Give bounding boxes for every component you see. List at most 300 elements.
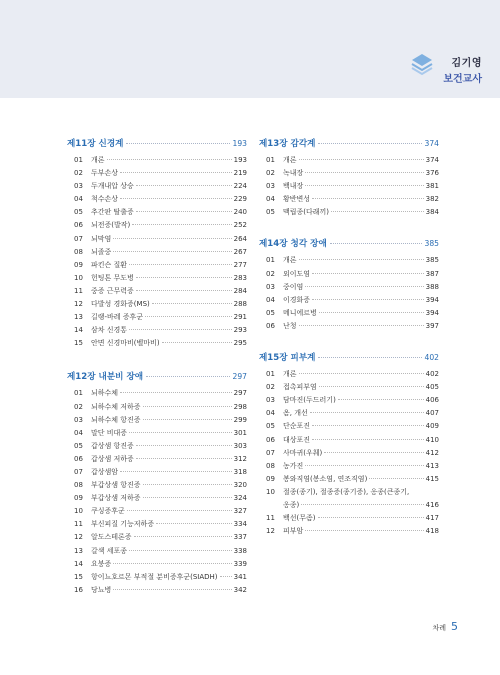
entry-page: 229 [233, 195, 247, 204]
toc-entry[interactable] [259, 435, 439, 448]
toc-entry[interactable] [67, 286, 247, 299]
leader-dots [120, 471, 232, 472]
entry-page: 412 [425, 448, 439, 457]
entry-number: 05 [74, 208, 83, 217]
leader-dots [318, 517, 424, 518]
leader-dots [136, 445, 232, 446]
chapter-title: 제14장 청각 장애 [259, 239, 327, 250]
entry-page: 324 [233, 494, 247, 503]
entry-page: 334 [233, 520, 247, 529]
leader-dots [299, 373, 424, 374]
entry-title: 알도스테론증 [91, 533, 132, 542]
leader-dots [299, 159, 424, 160]
entry-title: 피부암 [283, 527, 304, 536]
toc-entry[interactable] [67, 299, 247, 312]
entry-page: 387 [425, 269, 439, 278]
section-gap [259, 334, 439, 351]
entry-title: 당뇨병 [91, 585, 112, 594]
leader-dots [305, 465, 423, 466]
toc-entry[interactable] [259, 513, 439, 526]
entry-number: 02 [266, 169, 275, 178]
entry-page: 394 [425, 308, 439, 317]
entry-title: 갑상샘 저하증 [91, 454, 134, 463]
layered-diamond-logo-icon [410, 52, 434, 76]
toc-entry[interactable] [67, 402, 247, 415]
entry-title: 백선(무좀) [283, 513, 316, 522]
entry-number: 03 [74, 182, 83, 191]
entry-title: 외이도염 [283, 269, 311, 278]
entry-title-continued: 옹종) [283, 500, 300, 509]
chapter-heading[interactable] [259, 237, 439, 249]
entry-title: 옴, 개선 [283, 409, 308, 418]
entry-number: 05 [266, 308, 275, 317]
entry-number: 09 [266, 474, 275, 483]
brand [443, 54, 482, 85]
leader-dots [143, 484, 232, 485]
toc-entry[interactable] [259, 295, 439, 308]
entry-title: 황반변성 [283, 195, 311, 204]
chapter-heading[interactable] [259, 137, 439, 149]
toc-entry[interactable] [259, 155, 439, 168]
author-name: 김기영 [451, 58, 482, 69]
toc-entry[interactable] [67, 325, 247, 338]
entry-number: 06 [266, 321, 275, 330]
toc-entry[interactable] [67, 480, 247, 493]
leader-dots [143, 497, 232, 498]
entry-page: 406 [425, 396, 439, 405]
entry-number: 10 [74, 273, 83, 282]
toc-entry[interactable] [67, 454, 247, 467]
entry-page: 288 [233, 300, 247, 309]
entry-page: 293 [233, 326, 247, 335]
leader-dots [145, 316, 232, 317]
entry-page: 337 [233, 533, 247, 542]
entry-number: 12 [266, 527, 275, 536]
entry-page: 376 [425, 169, 439, 178]
entry-page: 303 [233, 441, 247, 450]
leader-dots [129, 329, 232, 330]
toc-entry[interactable] [67, 260, 247, 273]
leader-dots [156, 523, 232, 524]
page-number: 5 [451, 620, 458, 633]
entry-title: 말단 비대증 [91, 428, 128, 437]
entry-title: 난청 [283, 321, 297, 330]
entry-number: 02 [266, 383, 275, 392]
toc-entry[interactable] [259, 269, 439, 282]
leader-dots [136, 185, 232, 186]
leader-dots [120, 392, 232, 393]
leader-dots [113, 251, 231, 252]
entry-page: 397 [425, 321, 439, 330]
entry-number: 09 [74, 494, 83, 503]
entry-page: 342 [233, 585, 247, 594]
entry-page: 405 [425, 383, 439, 392]
leader-dots [312, 273, 424, 274]
toc-entry[interactable] [67, 559, 247, 572]
leader-dots [312, 198, 424, 199]
leader-dots [132, 224, 231, 225]
toc-entry[interactable] [67, 338, 247, 351]
section-gap [259, 220, 439, 237]
entry-title: 봉와직염(봉소염, 연조직염) [283, 474, 368, 483]
entry-page: 416 [425, 500, 439, 509]
chapter-page: 385 [424, 239, 439, 249]
toc-entry[interactable] [67, 181, 247, 194]
entry-page: 388 [425, 282, 439, 291]
entry-number: 06 [74, 221, 83, 230]
toc-entry[interactable] [67, 312, 247, 325]
entry-page: 384 [425, 208, 439, 217]
entry-number: 07 [74, 467, 83, 476]
entry-page: 219 [233, 169, 247, 178]
entry-number: 07 [266, 448, 275, 457]
toc-entry[interactable] [67, 585, 247, 598]
chapter-heading[interactable] [259, 351, 439, 363]
entry-page: 341 [233, 572, 247, 581]
leader-dots [136, 458, 232, 459]
entry-title: 뇌하수체 항진증 [91, 415, 141, 424]
toc-entry[interactable] [259, 526, 439, 539]
entry-number: 04 [74, 195, 83, 204]
leader-dots [143, 419, 232, 420]
entry-title: 두개내압 상승 [91, 182, 134, 191]
leader-dots [162, 342, 232, 343]
entry-page: 402 [425, 370, 439, 379]
leader-dots [305, 172, 423, 173]
entry-number: 04 [266, 409, 275, 418]
toc-entry[interactable] [67, 168, 247, 181]
entry-number: 10 [74, 507, 83, 516]
leader-dots [129, 264, 232, 265]
leader-dots [134, 536, 232, 537]
toc-entry[interactable] [67, 532, 247, 545]
entry-page: 240 [233, 208, 247, 217]
entry-number: 13 [74, 546, 83, 555]
toc-entry[interactable] [67, 247, 247, 260]
entry-number: 09 [74, 260, 83, 269]
entry-title: 맥립종(다래끼) [283, 208, 330, 217]
entry-number: 15 [74, 339, 83, 348]
leader-dots [152, 303, 232, 304]
entry-title: 개론 [283, 156, 297, 164]
entry-title: 뇌졸중 [91, 247, 112, 256]
leader-dots [136, 290, 232, 291]
chapter-title: 제15장 피부계 [259, 353, 316, 364]
entry-number: 03 [266, 182, 275, 191]
entry-page: 193 [233, 156, 247, 164]
toc-entry[interactable] [259, 369, 439, 382]
toc-entry[interactable] [67, 519, 247, 532]
leader-dots [312, 425, 424, 426]
entry-page: 264 [233, 234, 247, 243]
entry-title: 부신피질 기능저하증 [91, 520, 155, 529]
entry-title: 갈색 세포종 [91, 546, 128, 555]
entry-page: 410 [425, 435, 439, 444]
entry-title: 사마귀(우췌) [283, 448, 323, 457]
toc-entry[interactable] [259, 461, 439, 474]
toc-entry[interactable] [67, 207, 247, 220]
chapter-heading[interactable] [67, 370, 247, 382]
entry-number: 06 [74, 454, 83, 463]
leader-dots [107, 159, 232, 160]
leader-dots [318, 143, 421, 144]
entry-number: 01 [266, 256, 275, 265]
entry-number: 02 [74, 169, 83, 178]
toc-entry[interactable] [259, 382, 439, 395]
leader-dots [305, 286, 423, 287]
entry-page: 320 [233, 481, 247, 490]
toc-entry[interactable] [259, 181, 439, 194]
toc-entry[interactable] [259, 282, 439, 295]
leader-dots [299, 259, 424, 260]
entry-title: 뇌전증(발작) [91, 221, 131, 230]
toc-entry[interactable] [259, 487, 439, 500]
entry-title: 개론 [283, 256, 297, 265]
toc-entry[interactable] [259, 395, 439, 408]
leader-dots [136, 211, 232, 212]
leader-dots [146, 376, 229, 377]
entry-title: 백내장 [283, 182, 304, 191]
leader-dots [305, 530, 423, 531]
chapter-page: 193 [232, 139, 247, 148]
entry-title: 두부손상 [91, 169, 119, 178]
entry-number: 14 [74, 326, 83, 335]
toc-entry[interactable] [259, 421, 439, 434]
entry-title: 중이염 [283, 282, 304, 291]
entry-page: 413 [425, 461, 439, 470]
entry-title: 부갑상샘 항진증 [91, 481, 141, 490]
leader-dots [113, 563, 231, 564]
leader-dots [338, 399, 424, 400]
entry-title: 길랭-바레 증후군 [91, 313, 144, 322]
toc-entry[interactable] [67, 467, 247, 480]
leader-dots [310, 412, 424, 413]
entry-number: 08 [74, 247, 83, 256]
leader-dots [305, 185, 423, 186]
chapter-title: 제13장 감각계 [259, 139, 316, 149]
entry-page: 277 [233, 260, 247, 269]
entry-title: 녹내장 [283, 169, 304, 178]
entry-title: 요붕증 [91, 559, 112, 568]
leader-dots [129, 432, 232, 433]
header-band [0, 0, 500, 98]
entry-number: 03 [266, 396, 275, 405]
entry-number: 08 [266, 461, 275, 470]
entry-number: 04 [266, 195, 275, 204]
toc-entry[interactable] [67, 546, 247, 559]
entry-number: 16 [74, 585, 83, 594]
section-gap [67, 351, 247, 370]
toc-entry[interactable] [259, 474, 439, 487]
entry-number: 11 [74, 286, 83, 295]
entry-page: 338 [233, 546, 247, 555]
toc-entry[interactable] [259, 448, 439, 461]
entry-title: 안면 신경마비(벨마비) [91, 339, 160, 348]
entry-page: 374 [425, 156, 439, 164]
entry-number: 06 [266, 435, 275, 444]
entry-title: 파킨슨 질환 [91, 260, 128, 269]
entry-number: 11 [266, 513, 275, 522]
entry-number: 05 [266, 208, 275, 217]
toc-left-column [67, 137, 247, 598]
leader-dots [113, 589, 231, 590]
entry-page: 417 [425, 513, 439, 522]
leader-dots [301, 504, 423, 505]
entry-number: 13 [74, 313, 83, 322]
toc-entry[interactable] [259, 194, 439, 207]
footer-label: 차례 [432, 624, 446, 632]
entry-title: 부갑상샘 저하증 [91, 494, 141, 503]
entry-title: 뇌하수체 [91, 389, 119, 398]
entry-title: 농가진 [283, 461, 304, 470]
entry-title: 메니에르병 [283, 308, 317, 317]
toc-entry[interactable] [259, 321, 439, 334]
leader-dots [120, 198, 232, 199]
entry-number: 07 [74, 234, 83, 243]
leader-dots [129, 550, 232, 551]
toc-entry[interactable] [67, 220, 247, 233]
leader-dots [319, 386, 424, 387]
chapter-page: 297 [232, 372, 247, 382]
toc-entry[interactable] [259, 408, 439, 421]
entry-title: 이경화증 [283, 295, 311, 304]
entry-title: 단순포진 [283, 422, 311, 431]
entry-page: 385 [425, 256, 439, 265]
leader-dots [113, 238, 231, 239]
toc-entry[interactable] [259, 255, 439, 268]
entry-page: 301 [233, 428, 247, 437]
entry-number: 02 [266, 269, 275, 278]
entry-number: 12 [74, 300, 83, 309]
entry-page: 312 [233, 454, 247, 463]
toc-entry[interactable] [67, 273, 247, 286]
entry-page: 299 [233, 415, 247, 424]
entry-number: 15 [74, 572, 83, 581]
entry-number: 01 [74, 389, 83, 398]
entry-page: 382 [425, 195, 439, 204]
entry-number: 02 [74, 402, 83, 411]
leader-dots [331, 211, 424, 212]
entry-page: 339 [233, 559, 247, 568]
entry-title: 중증 근무력증 [91, 286, 134, 295]
chapter-title: 제12장 내분비 장애 [67, 372, 144, 383]
entry-title: 척수손상 [91, 195, 119, 204]
leader-dots [126, 143, 229, 144]
toc-entry[interactable] [67, 234, 247, 247]
leader-dots [120, 172, 232, 173]
toc-entry[interactable] [259, 207, 439, 220]
entry-page: 409 [425, 422, 439, 431]
toc-entry[interactable] [67, 194, 247, 207]
entry-title: 다발성 경화증(MS) [91, 300, 150, 309]
entry-number: 05 [74, 441, 83, 450]
toc-entry[interactable] [67, 155, 247, 168]
toc-entry[interactable] [67, 572, 247, 585]
entry-title: 삼차 신경통 [91, 326, 128, 335]
entry-title: 쿠싱증후군 [91, 507, 125, 516]
toc-entry[interactable] [67, 428, 247, 441]
entry-title: 절종(종기), 절종증(종기증), 옹종(큰종기, [283, 487, 410, 496]
entry-title: 개론 [283, 370, 297, 379]
entry-page: 415 [425, 474, 439, 483]
entry-number: 04 [74, 428, 83, 437]
entry-number: 08 [74, 481, 83, 490]
entry-title: 뇌막염 [91, 234, 112, 243]
entry-title: 뇌하수체 저하증 [91, 402, 141, 411]
entry-page: 297 [233, 389, 247, 398]
entry-page: 381 [425, 182, 439, 191]
entry-title: 갑상샘암 [91, 467, 119, 476]
entry-page: 407 [425, 409, 439, 418]
leader-dots [299, 325, 424, 326]
entry-title: 헌팅톤 무도병 [91, 273, 134, 282]
entry-page: 394 [425, 295, 439, 304]
entry-page: 252 [233, 221, 247, 230]
toc-right-column [259, 137, 439, 539]
entry-number: 01 [266, 156, 275, 164]
leader-dots [220, 576, 232, 577]
leader-dots [324, 452, 423, 453]
toc-entry[interactable] [67, 388, 247, 401]
leader-dots [330, 243, 422, 244]
toc-entry-continued[interactable] [259, 500, 439, 513]
entry-number: 12 [74, 533, 83, 542]
chapter-heading[interactable] [67, 137, 247, 149]
entry-number: 03 [74, 415, 83, 424]
entry-number: 14 [74, 559, 83, 568]
entry-page: 318 [233, 467, 247, 476]
entry-number: 05 [266, 422, 275, 431]
entry-page: 418 [425, 527, 439, 536]
entry-title: 개론 [91, 156, 105, 164]
toc-entry[interactable] [67, 506, 247, 519]
leader-dots [136, 277, 232, 278]
toc-entry[interactable] [67, 415, 247, 428]
entry-page: 291 [233, 313, 247, 322]
entry-page: 224 [233, 182, 247, 191]
author-subtitle: 보건교사 [443, 74, 482, 85]
leader-dots [312, 299, 424, 300]
entry-page: 283 [233, 273, 247, 282]
page-footer [432, 620, 458, 633]
toc-entry[interactable] [67, 441, 247, 454]
entry-number: 01 [74, 156, 83, 164]
leader-dots [369, 478, 423, 479]
toc-entry[interactable] [259, 168, 439, 181]
entry-page: 267 [233, 247, 247, 256]
entry-title: 접촉피부염 [283, 383, 317, 392]
entry-page: 298 [233, 402, 247, 411]
entry-title: 항이뇨호르몬 부적절 분비증후군(SIADH) [91, 572, 218, 581]
toc-entry[interactable] [67, 493, 247, 506]
toc-entry[interactable] [259, 308, 439, 321]
chapter-page: 402 [424, 353, 439, 363]
leader-dots [312, 439, 424, 440]
leader-dots [319, 312, 424, 313]
leader-dots [318, 357, 421, 358]
entry-title: 갑상샘 항진증 [91, 441, 134, 450]
entry-page: 295 [233, 339, 247, 348]
entry-number: 11 [74, 520, 83, 529]
entry-number: 03 [266, 282, 275, 291]
entry-title: 추간판 탈출증 [91, 208, 134, 217]
leader-dots [127, 510, 232, 511]
entry-title: 대상포진 [283, 435, 311, 444]
entry-number: 04 [266, 295, 275, 304]
entry-number: 10 [266, 487, 275, 496]
entry-title: 담마진(두드러기) [283, 396, 336, 405]
entry-page: 327 [233, 507, 247, 516]
